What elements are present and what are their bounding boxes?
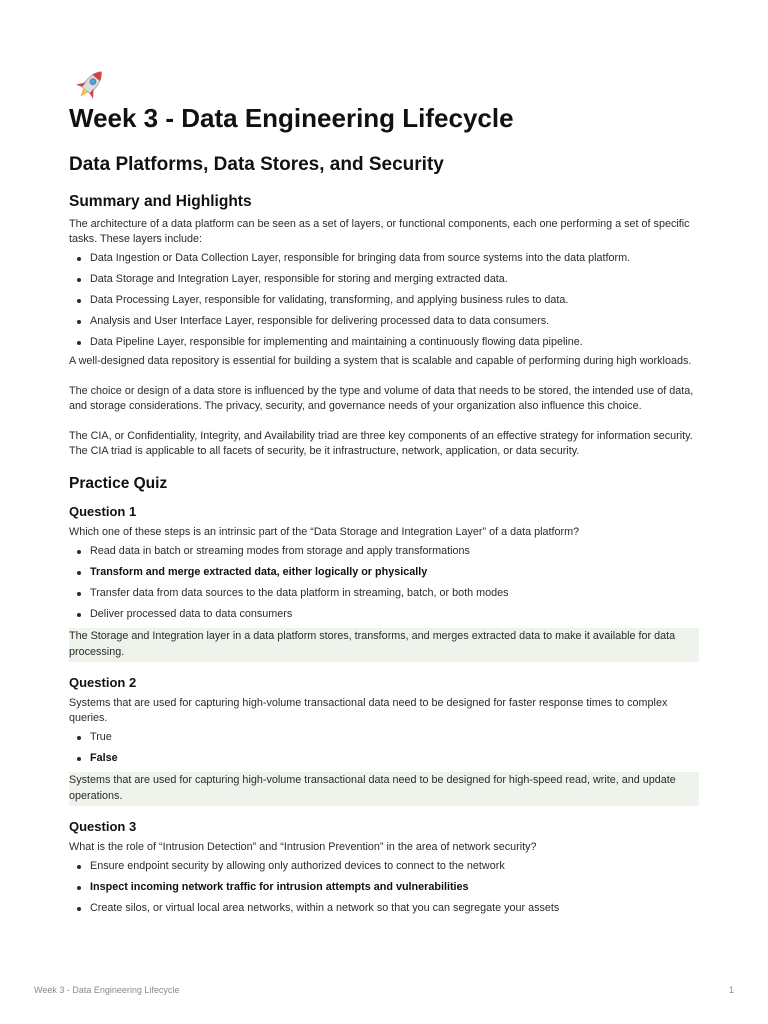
summary-intro: The architecture of a data platform can be seen as a set of layers, or functional components, each one performing a set of specific tasks. These layers include: bbox=[69, 218, 690, 245]
correct-answer-option: False bbox=[90, 751, 699, 766]
list-item: Analysis and User Interface Layer, responsible for delivering processed data to data consumers. bbox=[90, 314, 699, 329]
options-list bbox=[69, 730, 699, 766]
summary-paragraph-2: The choice or design of a data store is influenced by the type and volume of data that needs to be stored, the intended use of data, and storage considerations. The privacy, security, and governance needs of your organization also influence this choice. bbox=[69, 385, 694, 412]
layers-list bbox=[69, 251, 699, 350]
content bbox=[69, 191, 699, 922]
list-item: Data Processing Layer, responsible for validating, transforming, and applying business rules to data. bbox=[90, 293, 699, 308]
list-item: Data Ingestion or Data Collection Layer, responsible for bringing data from source systems into the data platform. bbox=[90, 251, 699, 266]
answer-option: Ensure endpoint security by allowing only authorized devices to connect to the network bbox=[90, 859, 699, 874]
quiz-heading: Practice Quiz bbox=[69, 475, 168, 492]
question-label: Question 2 bbox=[69, 675, 137, 690]
page-title: Week 3 - Data Engineering Lifecycle bbox=[69, 103, 514, 133]
question-label: Question 3 bbox=[69, 819, 137, 834]
question-label: Question 1 bbox=[69, 504, 137, 519]
question-text: Which one of these steps is an intrinsic part of the “Data Storage and Integration Layer” of a data platform? bbox=[69, 526, 580, 538]
answer-option: Create silos, or virtual local area networks, within a network so that you can segregate your assets bbox=[90, 901, 699, 916]
summary-paragraph-1: A well-designed data repository is essential for building a system that is scalable and capable of performing during high workloads. bbox=[69, 355, 692, 367]
answer-option: Read data in batch or streaming modes from storage and apply transformations bbox=[90, 544, 699, 559]
list-item: Data Storage and Integration Layer, responsible for storing and merging extracted data. bbox=[90, 272, 699, 287]
list-item: Data Pipeline Layer, responsible for implementing and maintaining a continuously flowing data pipeline. bbox=[90, 335, 699, 350]
question-text: What is the role of “Intrusion Detection” and “Intrusion Prevention” in the area of network security? bbox=[69, 841, 537, 853]
correct-answer-option: Inspect incoming network traffic for intrusion attempts and vulnerabilities bbox=[90, 880, 699, 895]
options-list bbox=[69, 859, 699, 916]
answer-explanation: The Storage and Integration layer in a data platform stores, transforms, and merges extracted data to make it available for data processing. bbox=[69, 628, 699, 662]
answer-option: Transfer data from data sources to the data platform in streaming, batch, or both modes bbox=[90, 586, 699, 601]
page-subtitle: Data Platforms, Data Stores, and Security bbox=[69, 154, 444, 175]
footer-title: Week 3 - Data Engineering Lifecycle bbox=[34, 985, 180, 995]
page-number: 1 bbox=[728, 985, 734, 995]
question-3 bbox=[69, 818, 699, 916]
summary-paragraph-3: The CIA, or Confidentiality, Integrity, and Availability triad are three key components of an effective strategy for information security. The CIA triad is applicable to all facets of security, be it infrastructure, network, application, or data security. bbox=[69, 430, 693, 457]
answer-option: Deliver processed data to data consumers bbox=[90, 607, 699, 622]
question-2 bbox=[69, 674, 699, 806]
summary-heading: Summary and Highlights bbox=[69, 193, 252, 210]
options-list bbox=[69, 544, 699, 622]
correct-answer-option: Transform and merge extracted data, either logically or physically bbox=[90, 565, 699, 580]
rocket-icon bbox=[69, 66, 113, 102]
answer-explanation: Systems that are used for capturing high-volume transactional data need to be designed for high-speed read, write, and update operations. bbox=[69, 772, 699, 806]
answer-option: True bbox=[90, 730, 699, 745]
question-1 bbox=[69, 503, 699, 662]
question-text: Systems that are used for capturing high-volume transactional data need to be designed for faster response times to complex queries. bbox=[69, 697, 668, 724]
